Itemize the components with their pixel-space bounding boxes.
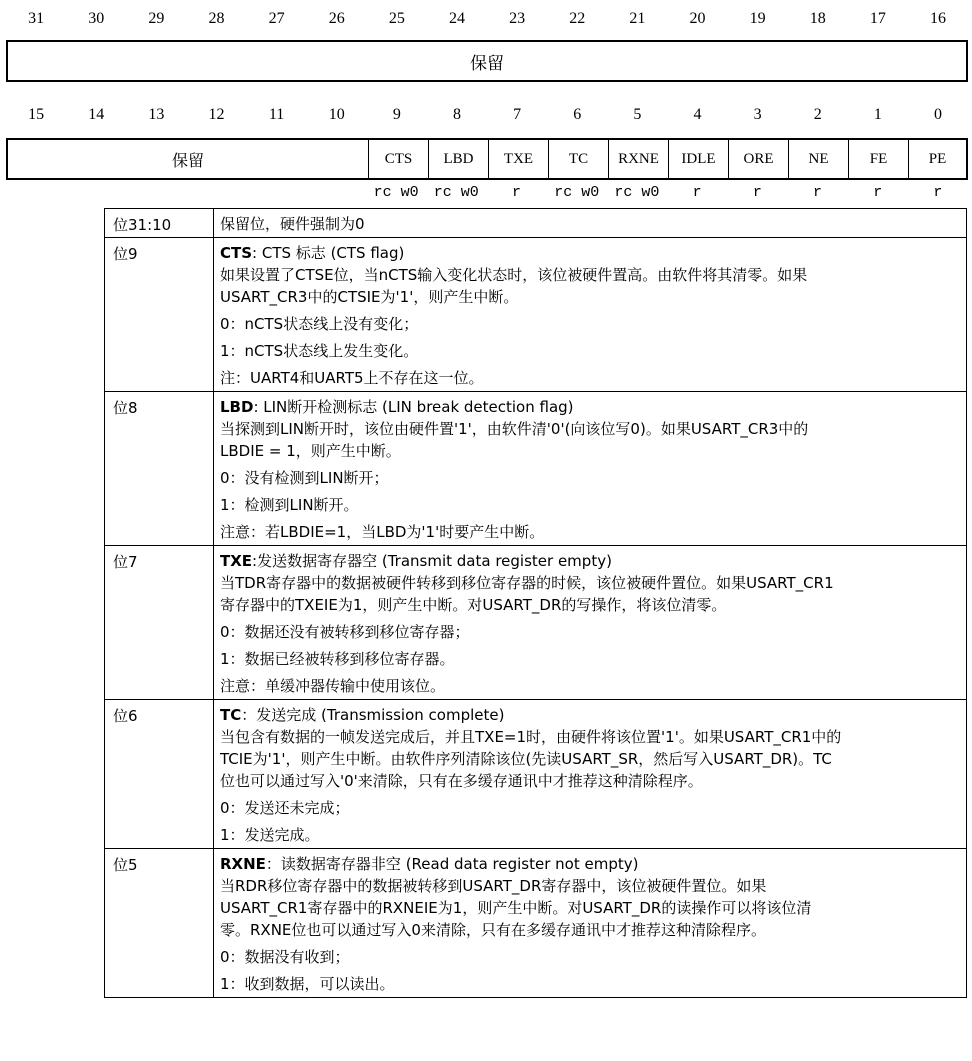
bit-number: 17 [869, 10, 886, 27]
field-cts: CTS [368, 140, 428, 178]
reserved-label-low: 保留 [171, 150, 204, 170]
bit-number: 24 [448, 10, 465, 27]
field-title: : CTS 标志 (CTS flag) [252, 244, 405, 262]
desc-line: 保留位，硬件强制为0 [220, 215, 365, 233]
desc-line: 1：检测到LIN断开。 [220, 496, 359, 514]
field-title: ：发送完成 (Transmission complete) [241, 706, 505, 724]
field-lbd: LBD [428, 140, 488, 178]
field-ne: NE [788, 140, 848, 178]
description [214, 700, 967, 849]
desc-line: 1：发送完成。 [220, 826, 320, 844]
bit-number: 8 [452, 106, 461, 123]
field-tc: TC [548, 140, 608, 178]
table-row [105, 238, 967, 392]
table-row [105, 849, 967, 998]
field-title: ：读数据寄存器非空 (Read data register not empty) [265, 855, 639, 873]
field-title: :发送数据寄存器空 (Transmit data register empty) [252, 552, 612, 570]
desc-title [220, 242, 960, 264]
bit-label: 位9 [105, 238, 214, 392]
bit-number: 23 [509, 10, 526, 27]
access-type: rc w0 [373, 184, 419, 201]
bit-number: 1 [873, 106, 882, 123]
table-row [105, 209, 967, 238]
bit-number: 18 [809, 10, 826, 27]
bit-number: 13 [148, 106, 165, 123]
field-txe: TXE [488, 140, 548, 178]
bit-numbers-high [6, 10, 968, 28]
access-type: r [873, 184, 883, 201]
desc-line: 0：数据没有收到； [220, 948, 350, 966]
bit-label: 位5 [105, 849, 214, 998]
bit-number: 30 [88, 10, 105, 27]
desc-title [220, 704, 960, 726]
bit-number: 29 [148, 10, 165, 27]
bit-number: 19 [749, 10, 766, 27]
bit-number: 6 [573, 106, 582, 123]
bit-number: 26 [328, 10, 345, 27]
description [214, 238, 967, 392]
bit-number: 31 [28, 10, 45, 27]
field-name: CTS [220, 244, 253, 262]
access-type: r [933, 184, 943, 201]
bit-description-table [104, 208, 967, 998]
bit-label: 位31:10 [105, 209, 214, 238]
access-type: r [512, 184, 522, 201]
desc-line: 当TDR寄存器中的数据被硬件转移到移位寄存器的时候，该位被硬件置位。如果USART_CR1 寄存器中的TXEIE为1，则产生中断。对USART_DR的写操作，将该位清零。 [220, 574, 834, 614]
bit-number: 0 [933, 106, 942, 123]
bit-label: 位7 [105, 546, 214, 700]
field-name: TXE [220, 552, 253, 570]
desc-line: 1：收到数据，可以读出。 [220, 975, 395, 993]
bit-number: 4 [693, 106, 702, 123]
desc-line: 1：数据已经被转移到移位寄存器。 [220, 650, 455, 668]
desc-line: 当RDR移位寄存器中的数据被转移到USART_DR寄存器中，该位被硬件置位。如果 USART_CR1寄存器中的RXNEIE为1，则产生中断。对USART_DR的读操作可以将该位清 零。RXNE位也可以通过写入0来清除，只有在多缓存通讯中才推荐这种清除程序。 [220, 877, 812, 939]
description [214, 392, 967, 546]
desc-line: 当探测到LIN断开时，该位由硬件置'1'，由软件清'0'(向该位写0)。如果USART_CR3中的 LBDIE = 1，则产生中断。 [220, 420, 809, 460]
desc-line: 0：nCTS状态线上没有变化； [220, 315, 419, 333]
desc-line: 0：发送还未完成； [220, 799, 350, 817]
field-idle: IDLE [668, 140, 728, 178]
bit-number: 5 [633, 106, 642, 123]
bit-number: 16 [929, 10, 946, 27]
register-low-box [6, 138, 968, 180]
field-pe: PE [908, 140, 966, 178]
register-high-box [6, 40, 968, 82]
field-rxne: RXNE [608, 140, 668, 178]
bit-number: 21 [629, 10, 646, 27]
access-blank [6, 184, 366, 201]
table-row [105, 392, 967, 546]
table-row [105, 546, 967, 700]
bit-number: 12 [208, 106, 225, 123]
table-row [105, 700, 967, 849]
bit-label: 位8 [105, 392, 214, 546]
access-type: r [813, 184, 823, 201]
field-title: : LIN断开检测标志 (LIN break detection flag) [253, 398, 574, 416]
desc-title [220, 853, 960, 875]
field-name: RXNE [220, 855, 266, 873]
access-type: r [752, 184, 762, 201]
field-name: LBD [220, 398, 254, 416]
access-type: r [692, 184, 702, 201]
reserved-label-high: 保留 [470, 53, 504, 74]
bit-number: 3 [753, 106, 762, 123]
bit-number: 20 [689, 10, 706, 27]
field-name: TC [220, 706, 242, 724]
desc-line: 0：数据还没有被转移到移位寄存器； [220, 623, 470, 641]
desc-line: 注：UART4和UART5上不存在这一位。 [220, 369, 484, 387]
desc-line: 如果设置了CTSE位，当nCTS输入变化状态时，该位被硬件置高。由软件将其清零。如果 USART_CR3中的CTSIE为'1'，则产生中断。 [220, 266, 808, 306]
bit-number: 10 [328, 106, 345, 123]
bit-number: 27 [268, 10, 285, 27]
field-ore: ORE [728, 140, 788, 178]
bit-number: 14 [88, 106, 105, 123]
desc-line: 注意：单缓冲器传输中使用该位。 [220, 677, 446, 695]
bit-numbers-low [6, 106, 968, 124]
description [214, 546, 967, 700]
bit-number: 25 [388, 10, 405, 27]
description [214, 209, 967, 238]
desc-line: 注意：若LBDIE=1，当LBD为'1'时要产生中断。 [220, 523, 545, 541]
bit-number: 9 [392, 106, 401, 123]
access-row [6, 184, 968, 201]
bit-number: 2 [813, 106, 822, 123]
field-fe: FE [848, 140, 908, 178]
access-type: rc w0 [554, 184, 600, 201]
bit-number: 11 [268, 106, 285, 123]
desc-title [220, 550, 960, 572]
bit-number: 7 [513, 106, 522, 123]
access-type: rc w0 [433, 184, 479, 201]
description [214, 849, 967, 998]
bit-label: 位6 [105, 700, 214, 849]
desc-line: 0：没有检测到LIN断开； [220, 469, 389, 487]
desc-line: 当包含有数据的一帧发送完成后，并且TXE=1时，由硬件将该位置'1'。如果USART_CR1中的 TCIE为'1'，则产生中断。由软件序列清除该位(先读USART_SR，然后写入USART_DR)。TC 位也可以通过写入'0'来清除，只有在多缓存通讯中才推荐这种清除程序。 [220, 728, 842, 790]
access-type: rc w0 [614, 184, 660, 201]
bit-number: 28 [208, 10, 225, 27]
bit-number: 22 [569, 10, 586, 27]
desc-line: 1：nCTS状态线上发生变化。 [220, 342, 419, 360]
desc-title [220, 396, 960, 418]
bit-number: 15 [28, 106, 45, 123]
